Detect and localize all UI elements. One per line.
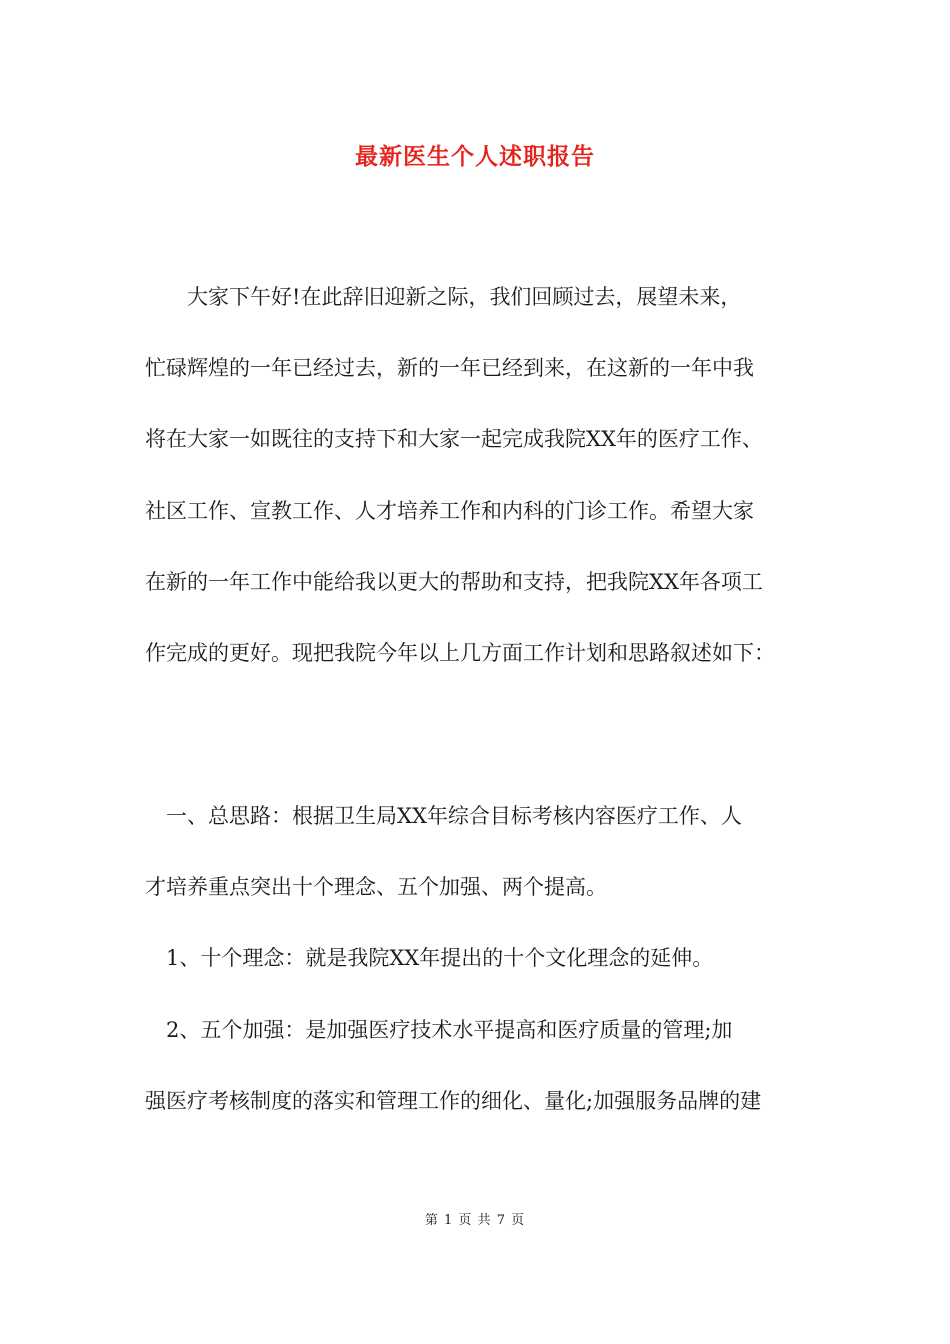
paragraph-line: 一、总思路：根据卫生局XX年综合目标考核内容医疗工作、人 [145,804,742,828]
paragraph-line: 忙碌辉煌的一年已经过去，新的一年已经到来，在这新的一年中我 [145,356,754,380]
paragraph-line: 作完成的更好。现把我院今年以上几方面工作计划和思路叙述如下： [145,641,775,665]
page-number-footer: 第 1 页 共 7 页 [424,1213,526,1228]
paragraph-line: 2、五个加强：是加强医疗技术水平提高和医疗质量的管理;加 [145,1018,733,1042]
document-title: 最新医生个人述职报告 [355,143,595,170]
paragraph-line: 强医疗考核制度的落实和管理工作的细化、量化;加强服务品牌的建 [145,1089,762,1113]
paragraph-line: 社区工作、宣教工作、人才培养工作和内科的门诊工作。希望大家 [145,499,754,523]
paragraph-line: 才培养重点突出十个理念、五个加强、两个提高。 [145,875,607,899]
paragraph-line: 在新的一年工作中能给我以更大的帮助和支持，把我院XX年各项工 [145,570,763,594]
paragraph-line: 将在大家一如既往的支持下和大家一起完成我院XX年的医疗工作、 [145,427,763,451]
paragraph-line: 1、十个理念：就是我院XX年提出的十个文化理念的延伸。 [145,946,714,970]
paragraph-line: 大家下午好!在此辞旧迎新之际，我们回顾过去，展望未来， [145,285,742,309]
